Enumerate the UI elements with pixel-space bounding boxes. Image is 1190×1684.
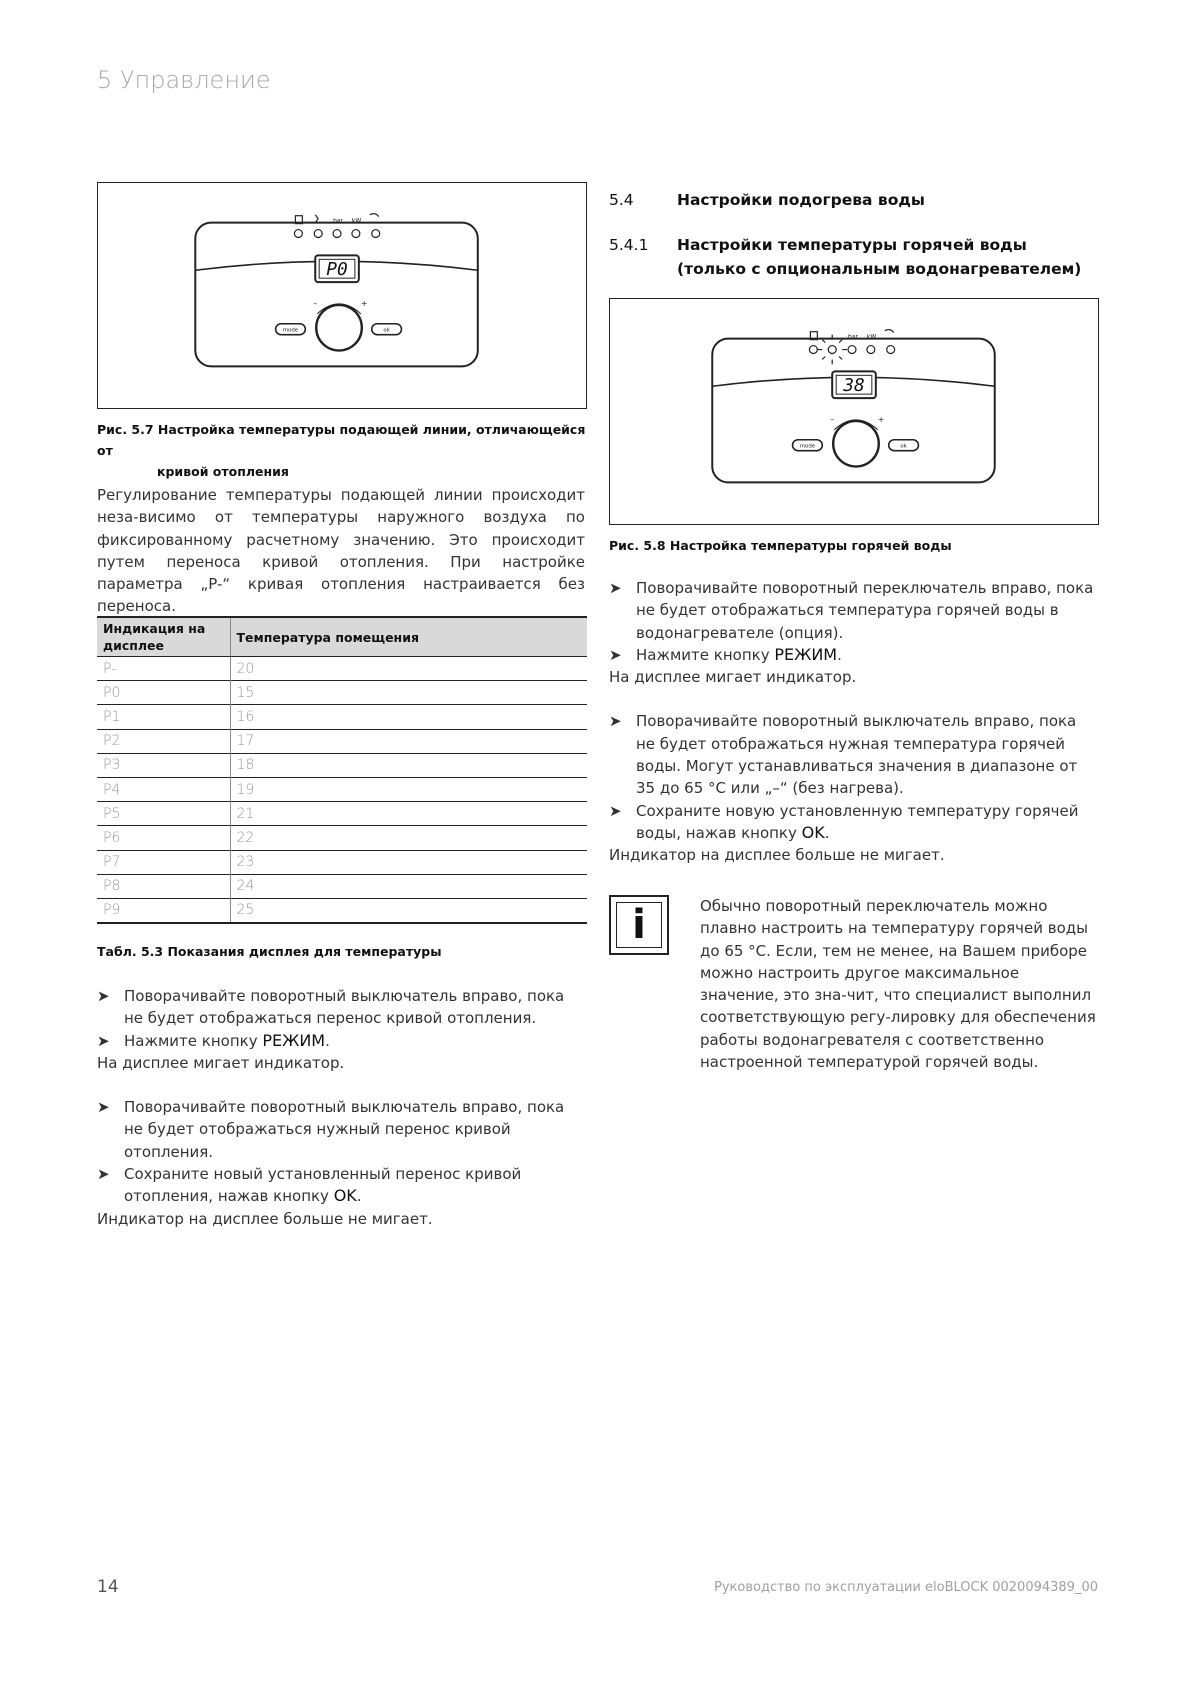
step-text: Поворачивайте поворотный выключатель вправо, пока не будет отображаться перенос кривой отопления. — [124, 987, 565, 1028]
list-item — [97, 985, 587, 1030]
section-title-line-1: Настройки температуры горячей воды — [677, 236, 1027, 254]
svg-text:+: + — [360, 298, 368, 308]
table-row — [97, 681, 587, 705]
section-5-4-heading — [609, 188, 1099, 212]
cell-display: P4 — [97, 777, 230, 801]
cell-temperature: 21 — [230, 802, 587, 826]
list-item — [97, 1163, 587, 1208]
cell-temperature: 22 — [230, 826, 587, 850]
arrow-bullet: ➤ — [609, 801, 622, 820]
ok-key-label: OK — [333, 1186, 357, 1206]
cell-temperature: 16 — [230, 705, 587, 729]
cell-display: P3 — [97, 753, 230, 777]
document-title: Руководство по эксплуатации eloBLOCK 0020094389_00 — [714, 1580, 1098, 1595]
table-header-temperature: Температура помещения — [230, 617, 587, 657]
result-text: На дисплее мигает индикатор. — [97, 1053, 345, 1072]
display-temperature-table — [97, 616, 587, 924]
ok-key-label: OK — [801, 822, 825, 842]
kw-label: kW — [351, 217, 362, 225]
arrow-bullet: ➤ — [97, 1098, 110, 1117]
table-row — [97, 874, 587, 898]
bar-label: bar — [333, 217, 343, 225]
cell-display: P1 — [97, 705, 230, 729]
list-item — [609, 644, 1099, 666]
result-text: Индикатор на дисплее больше не мигает. — [97, 1209, 433, 1228]
info-icon — [609, 895, 669, 955]
running-head: 5 Управление — [97, 66, 271, 94]
left-paragraph: Регулирование температуры подающей линии происходит неза-висимо от температуры наружного воздуха по фиксированному расчетному значению. Это происходит путем переноса кривой отопления. При настройке параметра „P-“ кривая отопления настраивается без переноса. — [97, 486, 585, 616]
section-5-4-1-heading — [609, 233, 1099, 281]
figure-5-7-caption — [97, 419, 587, 482]
step-text: Поворачивайте поворотный выключатель вправо, пока не будет отображаться нужная температура горячей воды. Могут устанавливаться значения в диапазоне от 35 до 65 °C или „–“ (без нагрева). — [636, 712, 1078, 798]
table-caption: Табл. 5.3 Показания дисплея для температуры — [97, 944, 442, 959]
step-text: Поворачивайте поворотный выключатель вправо, пока не будет отображаться нужный перенос кривой отопления. — [124, 1098, 565, 1161]
figure-5-8 — [609, 298, 1099, 525]
section-title-line-2: (только с опциональным водонагревателем) — [677, 260, 1082, 278]
list-item — [609, 577, 1099, 644]
ok-button-label: ok — [900, 443, 907, 450]
cell-temperature: 20 — [230, 657, 587, 681]
step-text: Нажмите кнопку — [636, 645, 775, 664]
svg-text:+: + — [877, 414, 885, 424]
arrow-bullet: ➤ — [97, 1165, 110, 1184]
step-text: Сохраните новую установленную температуру горячей воды, нажав кнопку — [636, 801, 1079, 842]
section-number: 5.4.1 — [609, 236, 649, 254]
cell-display: P2 — [97, 729, 230, 753]
bar-label: bar — [848, 333, 858, 341]
arrow-bullet: ➤ — [609, 579, 622, 597]
step-text-end: . — [824, 823, 830, 842]
mode-key-label: РЕЖИМ — [262, 1030, 326, 1050]
step-text-end: . — [325, 1031, 330, 1050]
cell-display: P8 — [97, 874, 230, 898]
cell-display: P6 — [97, 826, 230, 850]
page-number: 14 — [97, 1577, 119, 1597]
caption-line-2: кривой отопления — [157, 464, 289, 479]
cell-temperature: 15 — [230, 681, 587, 705]
table-row — [97, 898, 587, 922]
left-steps — [97, 985, 587, 1230]
list-item — [97, 1096, 587, 1163]
arrow-bullet: ➤ — [609, 645, 622, 664]
section-title: Настройки подогрева воды — [677, 191, 925, 209]
table-row — [97, 729, 587, 753]
svg-text:–: – — [313, 298, 318, 308]
cell-temperature: 23 — [230, 850, 587, 874]
table-header-display: Индикация на дисплее — [97, 617, 230, 657]
control-panel-illustration — [98, 183, 586, 408]
arrow-bullet: ➤ — [609, 712, 622, 731]
table-row — [97, 802, 587, 826]
mode-key-label: РЕЖИМ — [774, 644, 838, 664]
step-text: Поворачивайте поворотный переключатель вправо, пока не будет отображаться температура горячей воды в водонагревателе (опция). — [636, 579, 1094, 642]
table-row — [97, 705, 587, 729]
step-text: Сохраните новый установленный перенос кривой отопления, нажав кнопку — [124, 1165, 522, 1206]
svg-text:–: – — [830, 414, 835, 424]
rotary-knob[interactable] — [316, 305, 362, 351]
list-item — [97, 1030, 587, 1052]
rotary-knob[interactable] — [833, 421, 879, 467]
cell-display: P5 — [97, 802, 230, 826]
step-text: Нажмите кнопку — [124, 1031, 263, 1050]
table-row — [97, 657, 587, 681]
info-icon-letter: i — [616, 902, 662, 948]
step-text-end: . — [356, 1187, 362, 1206]
kw-label: kW — [866, 333, 877, 341]
cell-temperature: 19 — [230, 777, 587, 801]
table-row — [97, 826, 587, 850]
cell-display: P9 — [97, 898, 230, 922]
cell-temperature: 25 — [230, 898, 587, 922]
cell-temperature: 24 — [230, 874, 587, 898]
arrow-bullet: ➤ — [97, 1031, 110, 1050]
step-text-end: . — [837, 645, 842, 664]
right-steps — [609, 577, 1099, 867]
table-row — [97, 777, 587, 801]
info-note-text: Обычно поворотный переключатель можно плавно настроить на температуру горячей воды до 65 °C. Если, тем не менее, на Вашем приборе можно настроить другое максимальное значение, это зна-чит, что специалист выполнил соответствующую регу-лировку для обеспечения работы водонагревателя с соответственно настроенной температурой горячей воды. — [700, 897, 1096, 1072]
cell-display: P0 — [97, 681, 230, 705]
display-value: 38 — [843, 375, 865, 397]
list-item — [609, 800, 1099, 845]
section-number: 5.4 — [609, 191, 634, 209]
mode-button-label: mode — [282, 327, 299, 334]
mode-button-label: mode — [799, 443, 816, 450]
result-text: На дисплее мигает индикатор. — [609, 668, 857, 687]
table-row — [97, 850, 587, 874]
arrow-bullet: ➤ — [97, 987, 110, 1005]
caption-line-1: Рис. 5.7 Настройка температуры подающей линии, отличающейся от — [97, 422, 586, 458]
ok-button-label: ok — [383, 327, 390, 334]
cell-temperature: 17 — [230, 729, 587, 753]
display-value: P0 — [326, 259, 348, 281]
cell-display: P7 — [97, 850, 230, 874]
result-text: Индикатор на дисплее больше не мигает. — [609, 846, 945, 865]
cell-temperature: 18 — [230, 753, 587, 777]
control-panel-illustration — [610, 299, 1098, 524]
list-item — [609, 710, 1099, 799]
table-row — [97, 753, 587, 777]
figure-5-8-caption: Рис. 5.8 Настройка температуры горячей воды — [609, 538, 952, 553]
figure-5-7 — [97, 182, 587, 409]
cell-display: P- — [97, 657, 230, 681]
